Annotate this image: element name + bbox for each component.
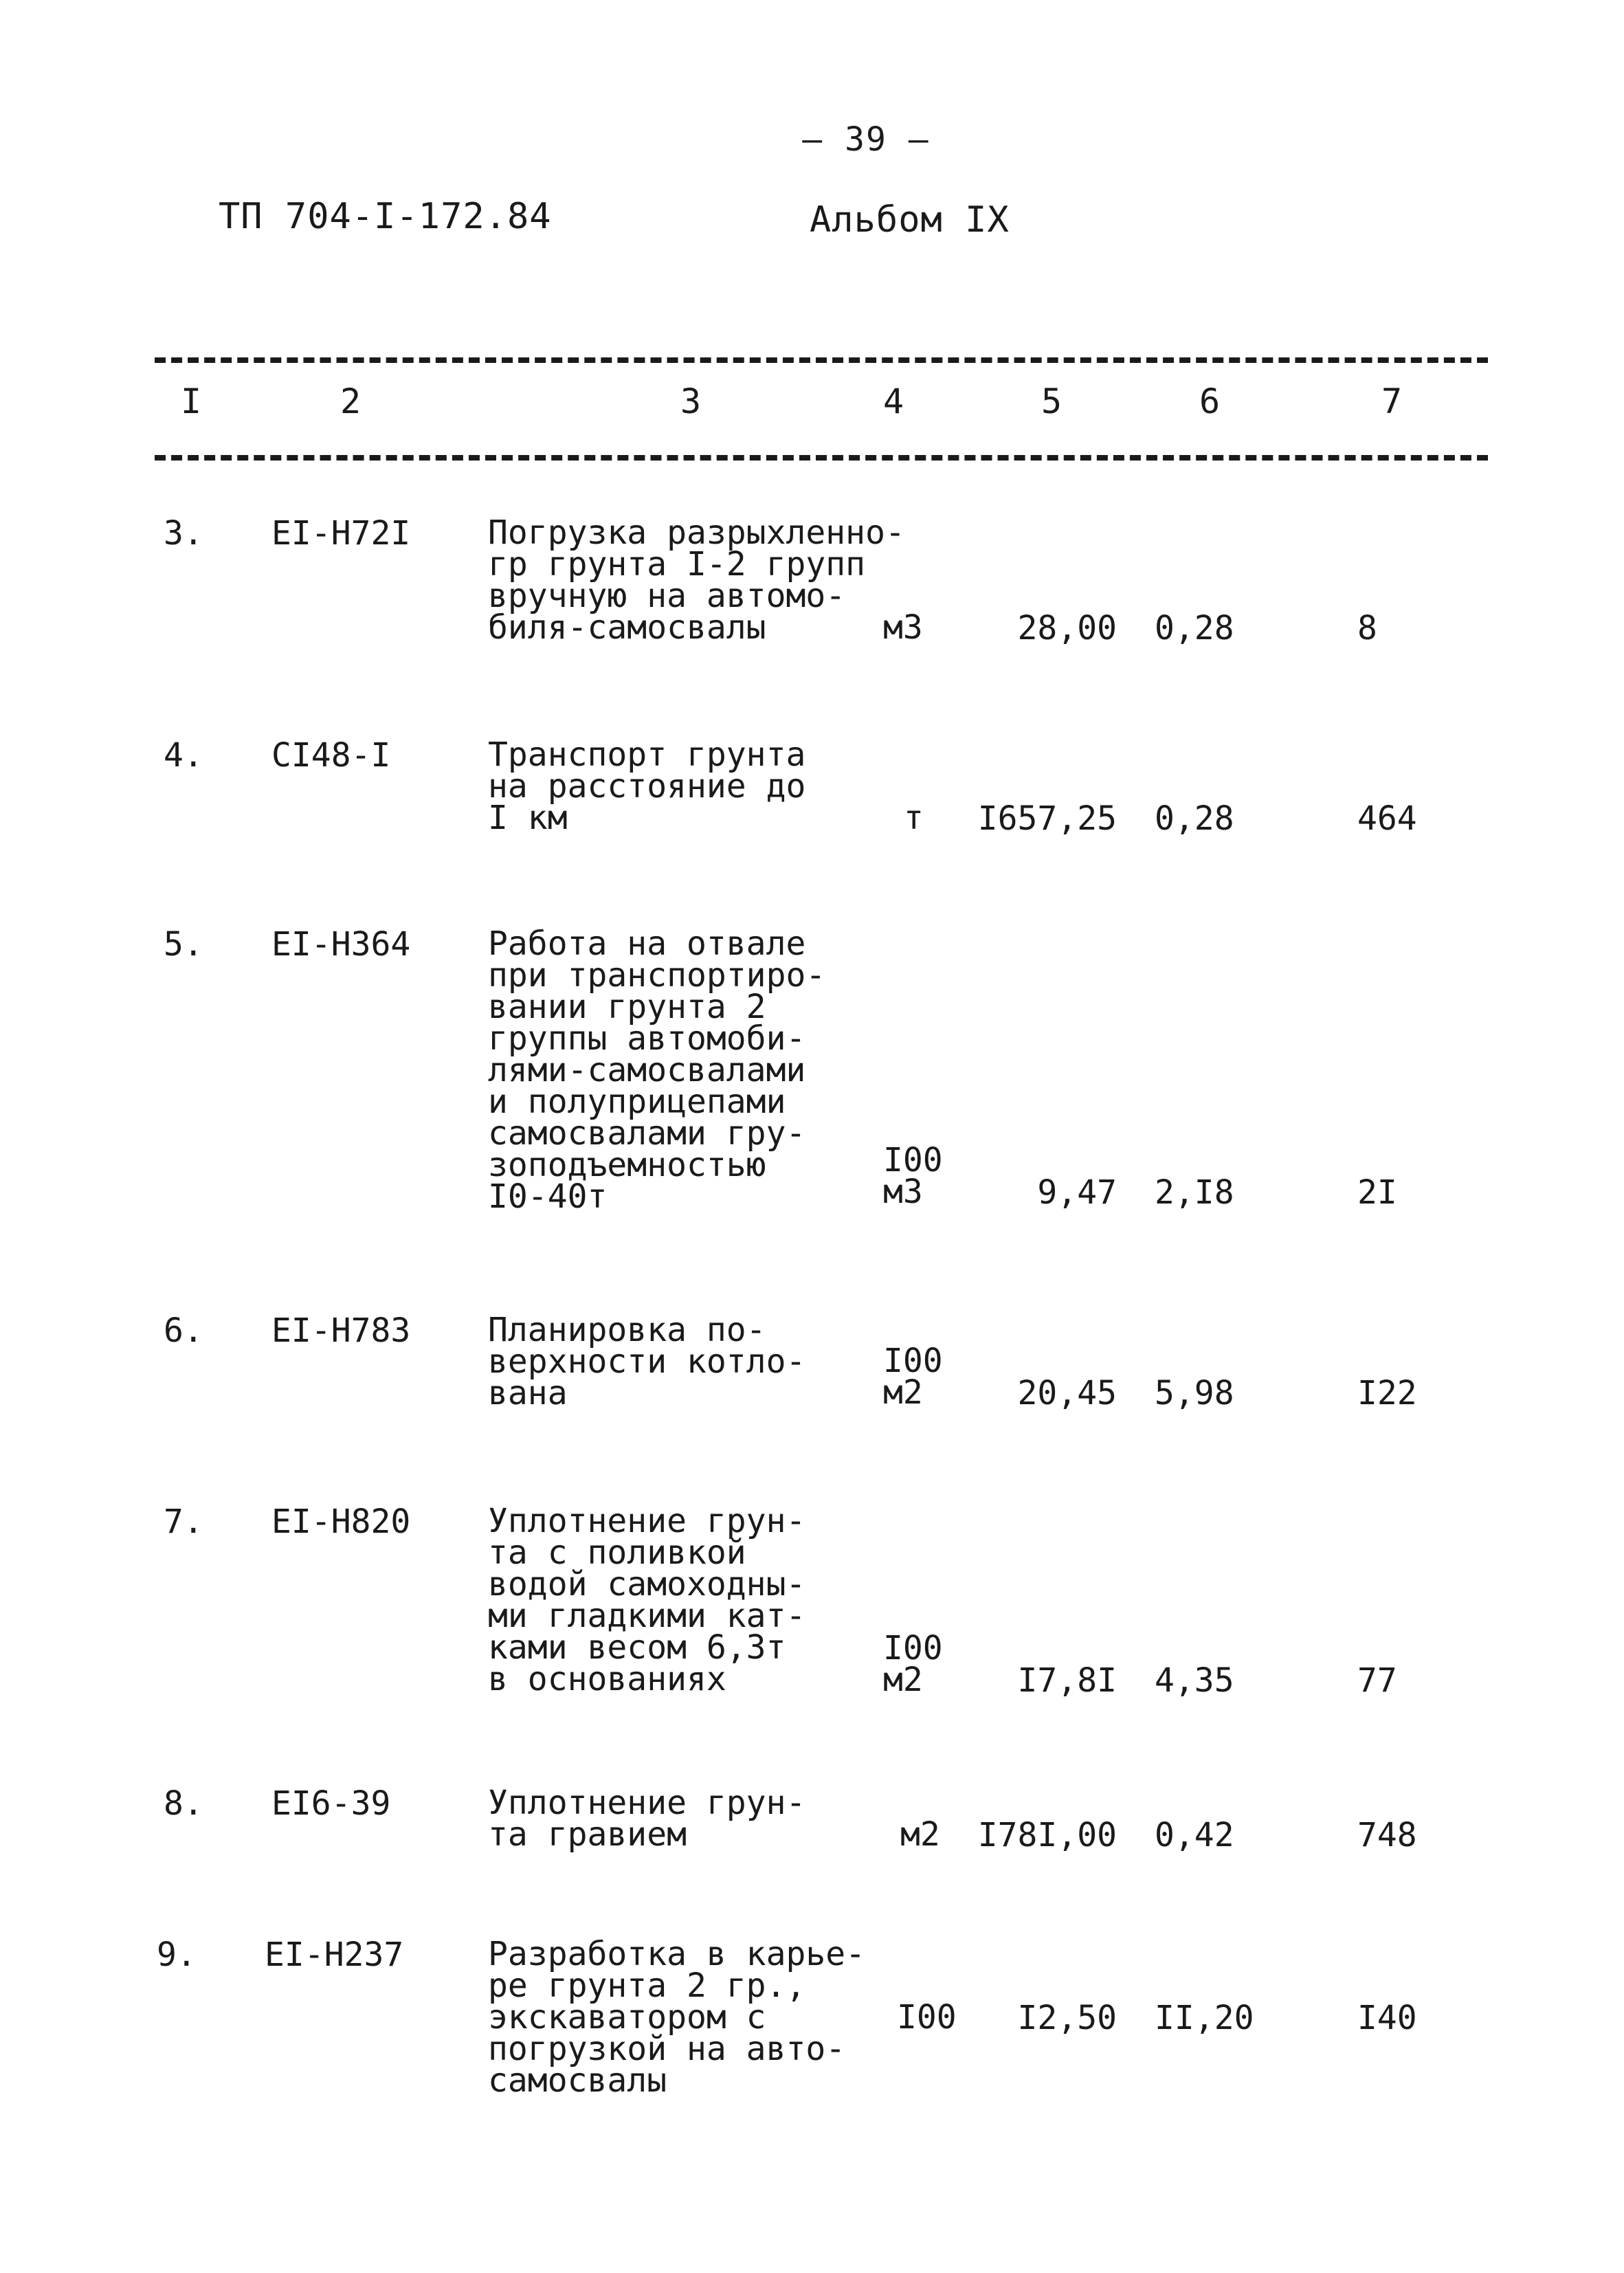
rate-code: EI-H820 (271, 1503, 411, 1541)
total: 464 (1357, 799, 1417, 838)
total: I22 (1357, 1374, 1417, 1412)
total: 2I (1357, 1173, 1397, 1212)
row-number: 4. (164, 736, 203, 775)
rate-code: EI-H72I (271, 514, 411, 553)
quantity: I2,50 (1017, 1999, 1117, 2037)
quantity: 9,47 (1037, 1173, 1117, 1212)
rate: II,20 (1155, 1999, 1254, 2037)
unit: I00 м2 (883, 1342, 943, 1412)
total: I40 (1357, 1999, 1417, 2037)
unit: м2 (900, 1815, 940, 1854)
column-header-6: 6 (1199, 381, 1221, 421)
work-description: Транспорт грунта на расстояние до I км (488, 735, 806, 837)
column-header-7: 7 (1381, 381, 1403, 421)
row-number: 9. (157, 1936, 197, 1974)
quantity: 28,00 (1017, 609, 1117, 647)
quantity: I7,8I (1017, 1661, 1117, 1700)
column-header-2: 2 (340, 381, 361, 421)
column-header-4: 4 (882, 381, 904, 421)
rate: 0,42 (1155, 1816, 1234, 1854)
quantity: I78I,00 (977, 1816, 1117, 1854)
row-number: 5. (164, 925, 203, 964)
total: 77 (1357, 1661, 1397, 1700)
work-description: Работа на отвале при транспортиро- вании грунта 2 группы автомоби- лями-самосвалами и полуприцепами самосвалами гру- зоподъемностью I0-40т (488, 924, 826, 1216)
total: 748 (1357, 1816, 1417, 1854)
document-code: ТП 704-I-172.84 (219, 196, 552, 237)
work-description: Уплотнение грун- та с поливкой водой самоходны- ми гладкими кат- ками весом 6,3т в основаниях (488, 1502, 806, 1698)
rate-code: EI-H364 (271, 925, 411, 964)
unit: т (904, 799, 924, 837)
row-number: 8. (164, 1784, 203, 1823)
row-number: 7. (164, 1503, 203, 1541)
row-number: 6. (164, 1311, 203, 1350)
work-description: Разработка в карье- ре грунта 2 гр., экскаватором с погрузкой на авто- самосвалы (488, 1935, 866, 2100)
rate-code: CI48-I (271, 736, 391, 775)
rate: 4,35 (1155, 1661, 1234, 1700)
rate: 2,I8 (1155, 1173, 1234, 1212)
table-header-top-rule (155, 357, 1488, 363)
total: 8 (1357, 609, 1377, 647)
rate: 0,28 (1155, 799, 1234, 838)
rate: 5,98 (1155, 1374, 1234, 1412)
unit: I00 (897, 1998, 957, 2037)
work-description: Погрузка разрыхленно- гр грунта I-2 групп вручную на автомо- биля-самосвалы (488, 513, 905, 647)
column-header-5: 5 (1041, 381, 1063, 421)
unit: м3 (883, 608, 923, 647)
row-number: 3. (164, 514, 203, 553)
table-header-bottom-rule (155, 455, 1488, 461)
column-header-1: I (180, 381, 202, 421)
page-number: – 39 – (802, 120, 930, 159)
rate: 0,28 (1155, 609, 1234, 647)
rate-code: EI-H783 (271, 1311, 411, 1350)
rate-code: EI6-39 (271, 1784, 391, 1823)
unit: I00 м2 (883, 1629, 943, 1699)
unit: I00 м3 (883, 1141, 943, 1211)
rate-code: EI-H237 (265, 1936, 404, 1974)
column-header-3: 3 (680, 381, 702, 421)
album-label: Альбом IX (810, 199, 1010, 241)
work-description: Планировка по- верхности котло- вана (488, 1311, 806, 1412)
quantity: 20,45 (1017, 1374, 1117, 1412)
work-description: Уплотнение грун- та гравием (488, 1784, 806, 1854)
quantity: I657,25 (977, 799, 1117, 838)
